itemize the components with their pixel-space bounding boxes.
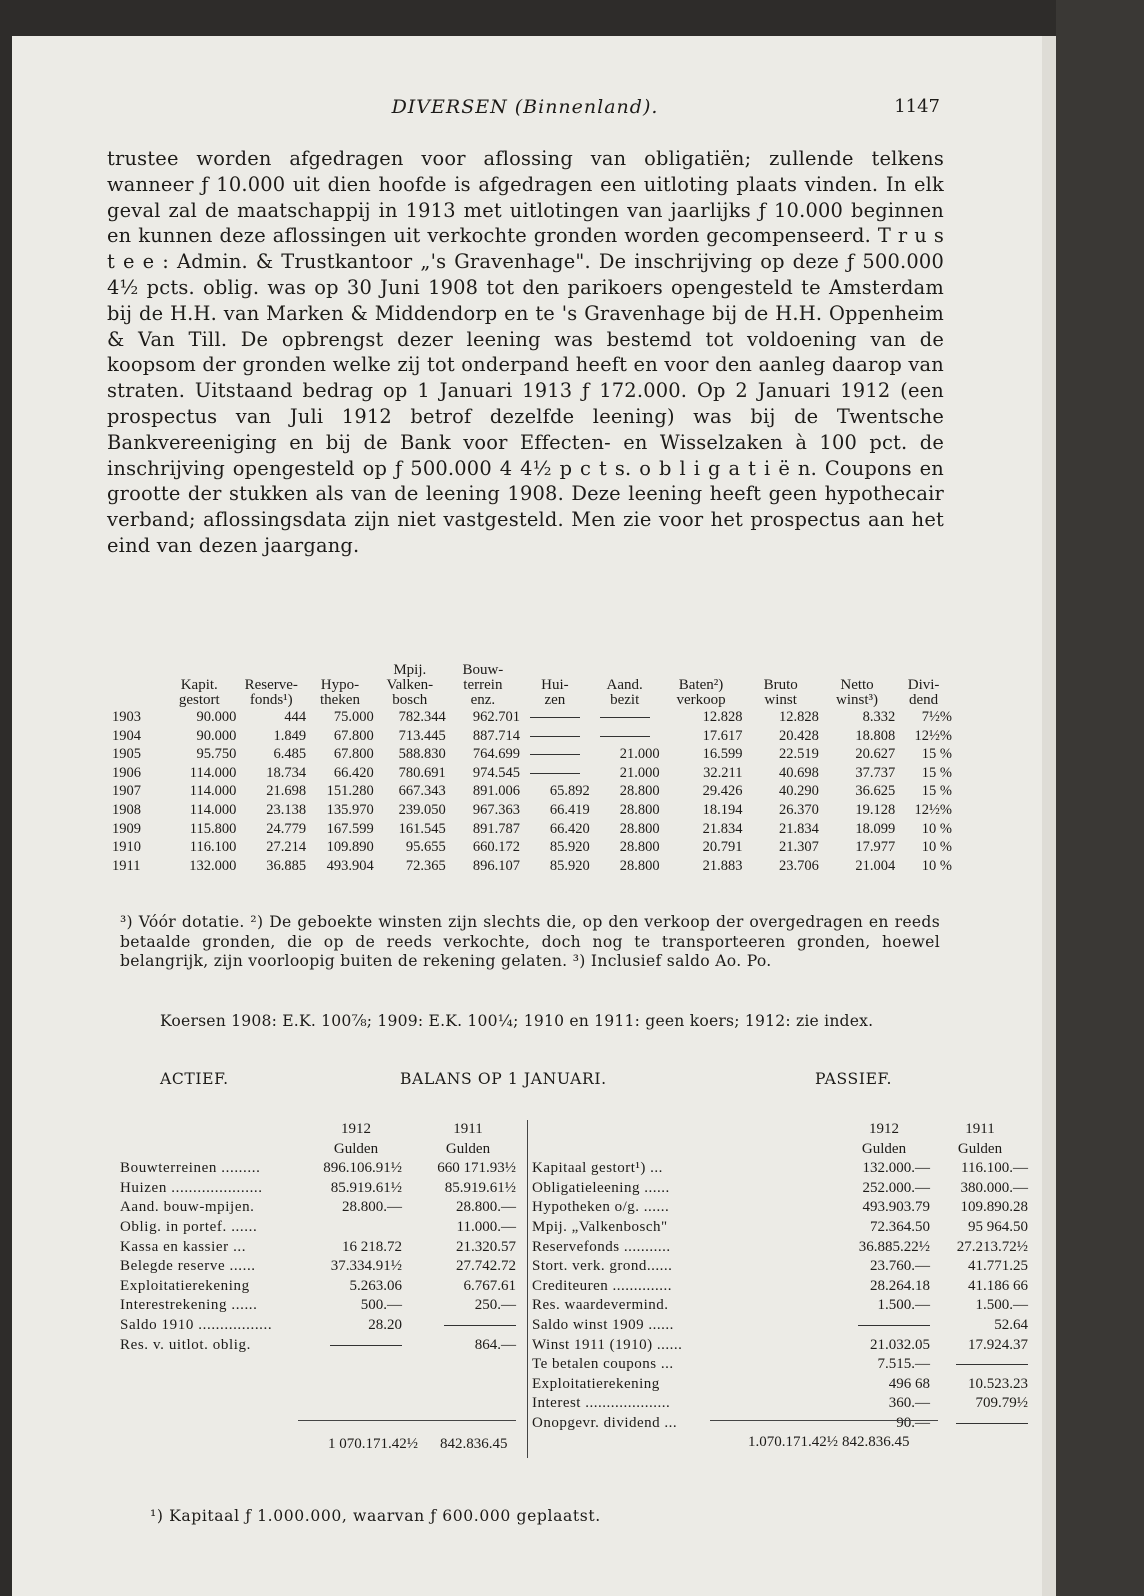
value-cell: 23.706 bbox=[778, 857, 819, 874]
unit-header-row bbox=[532, 1140, 1003, 1160]
stats-header-cell bbox=[742, 660, 818, 678]
balance-row bbox=[532, 1257, 1028, 1277]
value-cell: 27.214 bbox=[266, 839, 307, 856]
value-cell: 75.000 bbox=[333, 709, 374, 725]
balance-row bbox=[120, 1277, 520, 1297]
year-header: 1911 bbox=[965, 1121, 995, 1137]
stats-header-cell: Bruto bbox=[763, 677, 798, 693]
dash-rule bbox=[530, 717, 580, 718]
dash-rule bbox=[310, 1336, 402, 1356]
stats-header-cell bbox=[819, 660, 895, 678]
value-cell: 21.004 bbox=[855, 857, 896, 874]
value-cell: 20.627 bbox=[855, 746, 896, 763]
stats-header-cell bbox=[236, 660, 306, 678]
value-cell: 12½% bbox=[914, 727, 952, 744]
balance-label: Winst 1911 (1910) ...... bbox=[532, 1336, 683, 1353]
value-cell: 21.834 bbox=[778, 820, 819, 837]
value-cell: 109.890 bbox=[326, 839, 374, 856]
value-cell: 24.779 bbox=[266, 820, 307, 837]
balance-row bbox=[120, 1159, 520, 1179]
running-head bbox=[110, 96, 940, 126]
value-cell bbox=[590, 708, 660, 727]
value-cell: 896.107 bbox=[472, 857, 520, 874]
passief-total-rule bbox=[710, 1420, 938, 1421]
year-cell: 1905 bbox=[112, 746, 141, 763]
balance-value: 28.800.— bbox=[456, 1199, 516, 1216]
year-header: 1911 bbox=[453, 1121, 483, 1137]
value-cell: 12½% bbox=[914, 801, 952, 818]
page-title: DIVERSEN (Binnenland). bbox=[391, 96, 659, 118]
value-cell: 10 % bbox=[921, 820, 952, 837]
passief-total-1911: 842.836.45 bbox=[842, 1434, 910, 1450]
balance-row bbox=[532, 1238, 1028, 1258]
value-cell: 36.885 bbox=[266, 857, 307, 874]
value-cell: 493.904 bbox=[326, 857, 374, 874]
balance-row bbox=[532, 1179, 1028, 1199]
stats-header-cell bbox=[590, 660, 660, 678]
table-row bbox=[112, 782, 952, 801]
balance-row bbox=[532, 1355, 942, 1375]
balance-value: 5.263.06 bbox=[349, 1277, 402, 1294]
dash-rule bbox=[600, 736, 650, 737]
dash-rule bbox=[530, 773, 580, 774]
balance-label: Res. v. uitlot. oblig. bbox=[120, 1336, 251, 1353]
balance-value: 380.000.— bbox=[960, 1179, 1028, 1196]
value-cell: 782.344 bbox=[398, 709, 446, 725]
balance-value: 16 218.72 bbox=[342, 1238, 402, 1255]
body-text: trustee worden afgedragen voor aflossing van obligatiën; zullende telkens wanneer ƒ 10.000 uit dien hoofde is afgedragen een uitloting plaats vinden. In elk geval zal de maatschappij in 1913 met uitlotingen van jaarlijks ƒ 10.000 beginnen en kunnen deze aflossingen uit verkochte gronden worden gecompenseerd. T r u s t e e : Admin. & Trustkantoor „'s Gravenhage". De inschrijving op deze ƒ 500.000 4½ pcts. oblig. was op 30 Juni 1908 tot den parikoers opengesteld te Amsterdam bij de H.H. van Marken & Middendorp en te 's Gravenhage bij de H.H. Oppenheim & Van Till. De opbrengst dezer leening was bestemd tot voldoening van de koopsom der gronden welke zij tot onderpand heeft en voor den aanleg daarop van straten. Uitstaand bedrag op 1 Januari 1913 ƒ 172.000. Op 2 Januari 1912 (een prospectus van Juli 1912 betrof dezelfde leening) was bij de Twentsche Bankvereeniging en bij de Bank voor Effecten- en Wisselzaken à 100 pct. de inschrijving opengesteld op ƒ 500.000 4 4½ p c t s. o b l i g a t i ë n. Coupons en grootte der stukken als van de leening 1908. Deze leening heeft geen hypothecair verband; aflossingsdata zijn niet vastgesteld. Men zie voor het prospectus aan het eind van dezen jaargang. bbox=[107, 147, 944, 557]
balance-row bbox=[532, 1277, 1028, 1297]
value-cell: 15 % bbox=[921, 746, 952, 763]
stats-header-cell bbox=[162, 660, 236, 678]
value-cell: 28.800 bbox=[619, 783, 660, 800]
value-cell: 713.445 bbox=[398, 727, 446, 744]
body-paragraph bbox=[107, 146, 944, 559]
stats-header-cell: theken bbox=[319, 692, 360, 708]
value-cell: 962.701 bbox=[472, 709, 520, 725]
page-number: 1147 bbox=[894, 96, 940, 117]
year-cell: 1903 bbox=[112, 709, 141, 725]
value-cell: 19.128 bbox=[855, 801, 896, 818]
stats-header-cell bbox=[112, 660, 162, 678]
value-cell: 37.737 bbox=[855, 764, 896, 781]
balance-row bbox=[532, 1316, 1028, 1336]
stats-header-cell bbox=[520, 660, 590, 678]
year-cell: 1908 bbox=[112, 801, 141, 818]
year-cell: 1909 bbox=[112, 820, 141, 837]
value-cell: 28.800 bbox=[619, 857, 660, 874]
value-cell: 20.791 bbox=[702, 839, 743, 856]
value-cell: 65.892 bbox=[549, 783, 590, 800]
value-cell: 116.100 bbox=[189, 839, 237, 856]
balance-value: 896.106.91½ bbox=[323, 1160, 402, 1177]
stats-header-cell bbox=[112, 693, 162, 708]
balance-value: 85.919.61½ bbox=[444, 1179, 516, 1196]
stats-header-cell bbox=[112, 678, 162, 693]
year-header-row bbox=[120, 1120, 520, 1140]
value-cell: 12.828 bbox=[778, 709, 819, 725]
stats-header-cell bbox=[306, 660, 374, 678]
balance-value: 11.000.— bbox=[456, 1218, 516, 1235]
table-row bbox=[112, 745, 952, 764]
balance-value: 709.79½ bbox=[975, 1395, 1028, 1412]
value-cell: 22.519 bbox=[778, 746, 819, 763]
year-cell: 1907 bbox=[112, 783, 141, 800]
stats-header-cell bbox=[660, 660, 743, 678]
value-cell: 16.599 bbox=[702, 746, 743, 763]
value-cell: 21.000 bbox=[619, 746, 660, 763]
value-cell: 40.290 bbox=[778, 783, 819, 800]
table-row bbox=[112, 801, 952, 820]
value-cell: 21.307 bbox=[778, 839, 819, 856]
value-cell: 17.617 bbox=[702, 727, 743, 744]
value-cell: 18.808 bbox=[855, 727, 896, 744]
stats-header-row bbox=[112, 678, 952, 693]
value-cell: 66.420 bbox=[549, 820, 590, 837]
koersen-line: Koersen 1908: E.K. 100⅞; 1909: E.K. 100¼; 1910 en 1911: geen koers; 1912: zie index. bbox=[160, 1012, 874, 1030]
balance-value: 28.800.— bbox=[342, 1199, 402, 1216]
actief-total-1912: 1 070.171.42½ bbox=[328, 1436, 418, 1452]
value-cell: 85.920 bbox=[549, 839, 590, 856]
value-cell: 40.698 bbox=[778, 764, 819, 781]
stats-header-cell: Valken- bbox=[386, 677, 434, 693]
stats-header-cell: winst³) bbox=[836, 692, 879, 708]
value-cell: 114.000 bbox=[189, 783, 237, 800]
value-cell: 95.655 bbox=[405, 839, 446, 856]
table-row bbox=[112, 764, 952, 783]
stats-header-cell: terrein bbox=[463, 677, 503, 693]
actief-total-rule bbox=[298, 1420, 516, 1421]
value-cell: 974.545 bbox=[472, 764, 520, 781]
balance-row bbox=[120, 1316, 520, 1336]
balance-divider bbox=[527, 1120, 528, 1458]
value-cell: 90.000 bbox=[196, 709, 237, 725]
balance-label: Aand. bouw-mpijen. bbox=[120, 1199, 255, 1216]
balance-value: 95 964.50 bbox=[968, 1218, 1028, 1235]
table-row bbox=[112, 857, 952, 876]
value-cell: 151.280 bbox=[326, 783, 374, 800]
balance-value: 7.515.— bbox=[877, 1356, 930, 1373]
value-cell: 891.006 bbox=[472, 783, 520, 800]
stats-header-cell: Mpij. bbox=[393, 662, 427, 678]
value-cell: 15 % bbox=[921, 764, 952, 781]
dash-line bbox=[956, 1423, 1028, 1424]
dash-rule bbox=[932, 1355, 1028, 1375]
value-cell: 28.800 bbox=[619, 839, 660, 856]
book-binding bbox=[1056, 0, 1144, 1596]
value-cell bbox=[520, 745, 590, 764]
unit-header: Gulden bbox=[957, 1140, 1003, 1157]
value-cell: 161.545 bbox=[398, 820, 446, 837]
value-cell bbox=[520, 764, 590, 783]
value-cell: 1.849 bbox=[273, 727, 307, 744]
stats-header-cell: bosch bbox=[392, 692, 428, 708]
value-cell: 67.800 bbox=[333, 746, 374, 763]
dash-line bbox=[444, 1325, 516, 1326]
value-cell: 18.194 bbox=[702, 801, 743, 818]
value-cell: 29.426 bbox=[702, 783, 743, 800]
dash-rule bbox=[530, 754, 580, 755]
balance-value: 660 171.93½ bbox=[437, 1160, 516, 1177]
page-edge bbox=[1042, 36, 1056, 1596]
balance-label: Saldo 1910 ................. bbox=[120, 1316, 273, 1333]
unit-header: Gulden bbox=[333, 1140, 379, 1157]
balance-row bbox=[120, 1296, 520, 1316]
value-cell bbox=[520, 727, 590, 746]
value-cell: 8.332 bbox=[862, 709, 896, 725]
stats-header-cell: zen bbox=[544, 692, 566, 708]
value-cell: 21.883 bbox=[702, 857, 743, 874]
dash-rule bbox=[932, 1414, 1028, 1434]
value-cell: 66.419 bbox=[549, 801, 590, 818]
value-cell: 21.698 bbox=[266, 783, 307, 800]
table-row bbox=[112, 820, 952, 839]
balance-label: Te betalen coupons ... bbox=[532, 1356, 674, 1373]
value-cell: 32.211 bbox=[703, 764, 743, 781]
stats-header-row bbox=[112, 693, 952, 708]
balance-label: Hypotheken o/g. ...... bbox=[532, 1199, 670, 1216]
balance-value: 28.264.18 bbox=[870, 1277, 930, 1294]
value-cell: 18.099 bbox=[855, 820, 896, 837]
balance-row bbox=[120, 1336, 520, 1356]
balance-label: Oblig. in portef. ...... bbox=[120, 1218, 258, 1235]
balance-label: Kassa en kassier ... bbox=[120, 1238, 247, 1255]
value-cell: 7½% bbox=[921, 709, 952, 725]
balance-value: 21.032.05 bbox=[870, 1336, 930, 1353]
value-cell: 115.800 bbox=[189, 820, 237, 837]
table-row bbox=[112, 727, 952, 746]
value-cell: 967.363 bbox=[472, 801, 520, 818]
balance-row bbox=[532, 1336, 1028, 1356]
stats-header-cell: fonds¹) bbox=[249, 692, 293, 708]
balance-value: 1.500.— bbox=[975, 1297, 1028, 1314]
actief-column bbox=[120, 1120, 520, 1355]
value-cell: 780.691 bbox=[398, 764, 446, 781]
balance-row bbox=[120, 1218, 520, 1238]
balance-value: 252.000.— bbox=[862, 1179, 930, 1196]
value-cell: 10 % bbox=[921, 857, 952, 874]
value-cell bbox=[590, 727, 660, 746]
actief-label: ACTIEF. bbox=[160, 1070, 229, 1088]
balance-value: 493.903.79 bbox=[862, 1199, 930, 1216]
value-cell: 85.920 bbox=[549, 857, 590, 874]
stats-header-cell: Divi- bbox=[907, 677, 940, 693]
stats-header-cell: winst bbox=[764, 692, 797, 708]
balance-value: 10.523.23 bbox=[968, 1375, 1028, 1392]
stats-header-cell: Aand. bbox=[606, 677, 643, 693]
balance-label: Kapitaal gestort¹) ... bbox=[532, 1160, 663, 1177]
value-cell: 67.800 bbox=[333, 727, 374, 744]
value-cell: 15 % bbox=[921, 783, 952, 800]
value-cell: 28.800 bbox=[619, 820, 660, 837]
stats-header-cell: Hui- bbox=[541, 677, 569, 693]
balance-label: Exploitatierekening bbox=[532, 1375, 660, 1392]
year-cell: 1910 bbox=[112, 839, 141, 856]
balance-label: Interestrekening ...... bbox=[120, 1297, 258, 1314]
table-row bbox=[112, 708, 952, 727]
value-cell: 444 bbox=[284, 709, 307, 725]
balance-value: 360.— bbox=[888, 1395, 930, 1412]
value-cell: 18.734 bbox=[266, 764, 307, 781]
value-cell: 6.485 bbox=[273, 746, 307, 763]
stats-header-cell: gestort bbox=[178, 692, 220, 708]
passief-total-1912: 1.070.171.42½ bbox=[748, 1434, 838, 1450]
balance-row bbox=[120, 1238, 520, 1258]
balance-value: 109.890.28 bbox=[960, 1199, 1028, 1216]
footnote: ¹) Kapitaal ƒ 1.000.000, waarvan ƒ 600.000 geplaatst. bbox=[150, 1507, 601, 1525]
balance-label: Obligatieleening ...... bbox=[532, 1179, 670, 1196]
stats-header-cell: Netto bbox=[840, 677, 874, 693]
balance-value: 41.186 66 bbox=[968, 1277, 1028, 1294]
passief-column bbox=[532, 1120, 1028, 1434]
passief-label: PASSIEF. bbox=[815, 1070, 893, 1088]
stats-header-cell: verkoop bbox=[676, 692, 726, 708]
stats-header-cell: Kapit. bbox=[180, 677, 218, 693]
value-cell: 36.625 bbox=[855, 783, 896, 800]
balance-label: Mpij. „Valkenbosch" bbox=[532, 1218, 668, 1235]
balance-value: 85.919.61½ bbox=[330, 1179, 402, 1196]
balance-label: Crediteuren .............. bbox=[532, 1277, 673, 1294]
unit-header: Gulden bbox=[861, 1140, 907, 1157]
value-cell: 114.000 bbox=[189, 764, 237, 781]
dash-rule bbox=[420, 1316, 516, 1336]
year-cell: 1906 bbox=[112, 764, 141, 781]
value-cell: 114.000 bbox=[189, 801, 237, 818]
balance-row bbox=[532, 1414, 942, 1434]
balance-value: 23.760.— bbox=[870, 1258, 930, 1275]
value-cell: 588.830 bbox=[398, 746, 446, 763]
value-cell: 12.828 bbox=[702, 709, 743, 725]
stats-header-cell: Bouw- bbox=[462, 662, 504, 678]
balance-label: Interest .................... bbox=[532, 1395, 671, 1412]
balance-label: Saldo winst 1909 ...... bbox=[532, 1316, 674, 1333]
balance-value: 116.100.— bbox=[961, 1160, 1028, 1177]
stats-header-cell: bezit bbox=[610, 692, 640, 708]
year-header: 1912 bbox=[869, 1121, 899, 1137]
balance-value: 28.20 bbox=[368, 1316, 402, 1333]
balance-value: 21.320.57 bbox=[456, 1238, 516, 1255]
balance-value: 41.771.25 bbox=[968, 1258, 1028, 1275]
balance-label: Bouwterreinen ......... bbox=[120, 1160, 261, 1177]
stats-header-cell: Hypo- bbox=[320, 677, 360, 693]
value-cell: 132.000 bbox=[189, 857, 237, 874]
balance-value: 72.364.50 bbox=[870, 1218, 930, 1235]
statistics-table bbox=[112, 660, 952, 875]
dash-line bbox=[956, 1364, 1028, 1365]
dash-line bbox=[330, 1345, 402, 1346]
balance-value: 250.— bbox=[474, 1297, 516, 1314]
value-cell bbox=[520, 708, 590, 727]
value-cell: 17.977 bbox=[855, 839, 896, 856]
value-cell: 764.699 bbox=[472, 746, 520, 763]
balance-value: 52.64 bbox=[994, 1316, 1028, 1333]
stats-header-row bbox=[112, 660, 952, 678]
dash-rule bbox=[530, 736, 580, 737]
year-cell: 1911 bbox=[112, 857, 141, 874]
unit-header: Gulden bbox=[445, 1140, 491, 1157]
balance-label: Stort. verk. grond...... bbox=[532, 1258, 673, 1275]
value-cell: 20.428 bbox=[778, 727, 819, 744]
stats-header-cell: dend bbox=[909, 692, 939, 708]
value-cell: 135.970 bbox=[326, 801, 374, 818]
balance-value: 27.742.72 bbox=[456, 1258, 516, 1275]
balance-value: 500.— bbox=[360, 1297, 402, 1314]
balance-value: 864.— bbox=[474, 1336, 516, 1353]
balance-row bbox=[532, 1296, 1028, 1316]
table-row bbox=[112, 838, 952, 857]
balance-value: 132.000.— bbox=[862, 1160, 930, 1177]
value-cell: 90.000 bbox=[196, 727, 237, 744]
stats-header-cell: enz. bbox=[470, 692, 496, 708]
value-cell: 66.420 bbox=[333, 764, 374, 781]
value-cell: 887.714 bbox=[472, 727, 520, 744]
balance-row bbox=[532, 1375, 1028, 1395]
year-header-row bbox=[532, 1120, 995, 1140]
value-cell: 239.050 bbox=[398, 801, 446, 818]
value-cell: 167.599 bbox=[326, 820, 374, 837]
stats-header-cell: Baten²) bbox=[678, 677, 724, 693]
value-cell: 667.343 bbox=[398, 783, 446, 800]
balance-label: Res. waardevermind. bbox=[532, 1297, 669, 1314]
value-cell: 21.834 bbox=[702, 820, 743, 837]
balance-row bbox=[120, 1179, 520, 1199]
balance-value: 90.— bbox=[896, 1414, 930, 1431]
balance-row bbox=[532, 1394, 1028, 1414]
stats-header-cell: Reserve- bbox=[244, 677, 298, 693]
balance-row bbox=[532, 1218, 1028, 1238]
dash-rule bbox=[600, 717, 650, 718]
balance-label: Onopgevr. dividend ... bbox=[532, 1414, 678, 1431]
year-cell: 1904 bbox=[112, 727, 141, 744]
balance-value: 6.767.61 bbox=[463, 1277, 516, 1294]
value-cell: 21.000 bbox=[619, 764, 660, 781]
value-cell: 23.138 bbox=[266, 801, 307, 818]
balance-value: 17.924.37 bbox=[968, 1336, 1028, 1353]
actief-total-1911: 842.836.45 bbox=[440, 1436, 508, 1452]
balance-label: Huizen ..................... bbox=[120, 1179, 263, 1196]
value-cell: 660.172 bbox=[472, 839, 520, 856]
stats-header-cell bbox=[895, 660, 952, 678]
balance-value: 1.500.— bbox=[877, 1297, 930, 1314]
value-cell: 72.365 bbox=[405, 857, 446, 874]
balance-row bbox=[532, 1198, 1028, 1218]
balance-row bbox=[120, 1198, 520, 1218]
value-cell: 891.787 bbox=[472, 820, 520, 837]
value-cell: 10 % bbox=[921, 839, 952, 856]
balance-value: 36.885.22½ bbox=[858, 1238, 930, 1255]
balance-value: 496 68 bbox=[888, 1375, 930, 1392]
balance-value: 27.213.72½ bbox=[956, 1238, 1028, 1255]
balance-title: BALANS OP 1 JANUARI. bbox=[400, 1070, 607, 1088]
value-cell: 95.750 bbox=[196, 746, 237, 763]
unit-header-row bbox=[120, 1140, 520, 1160]
balance-row bbox=[120, 1257, 520, 1277]
dash-rule bbox=[838, 1316, 930, 1336]
balance-label: Belegde reserve ...... bbox=[120, 1258, 256, 1275]
value-cell: 26.370 bbox=[778, 801, 819, 818]
table-notes: ³) Vóór dotatie. ²) De geboekte winsten zijn slechts die, op den verkoop der overgedragen en reeds betaalde gronden, die op de reeds verkochte, doch nog te transporteeren gronden, hoewel belangrijk, zijn voorloopig buiten de rekening gelaten. ³) Inclusief saldo Ao. Po. bbox=[120, 913, 940, 970]
dash-line bbox=[858, 1325, 930, 1326]
balance-row bbox=[532, 1159, 1028, 1179]
year-header: 1912 bbox=[341, 1121, 371, 1137]
balance-value: 37.334.91½ bbox=[330, 1258, 402, 1275]
balance-label: Exploitatierekening bbox=[120, 1277, 250, 1294]
balance-label: Reservefonds ........... bbox=[532, 1238, 671, 1255]
value-cell: 28.800 bbox=[619, 801, 660, 818]
